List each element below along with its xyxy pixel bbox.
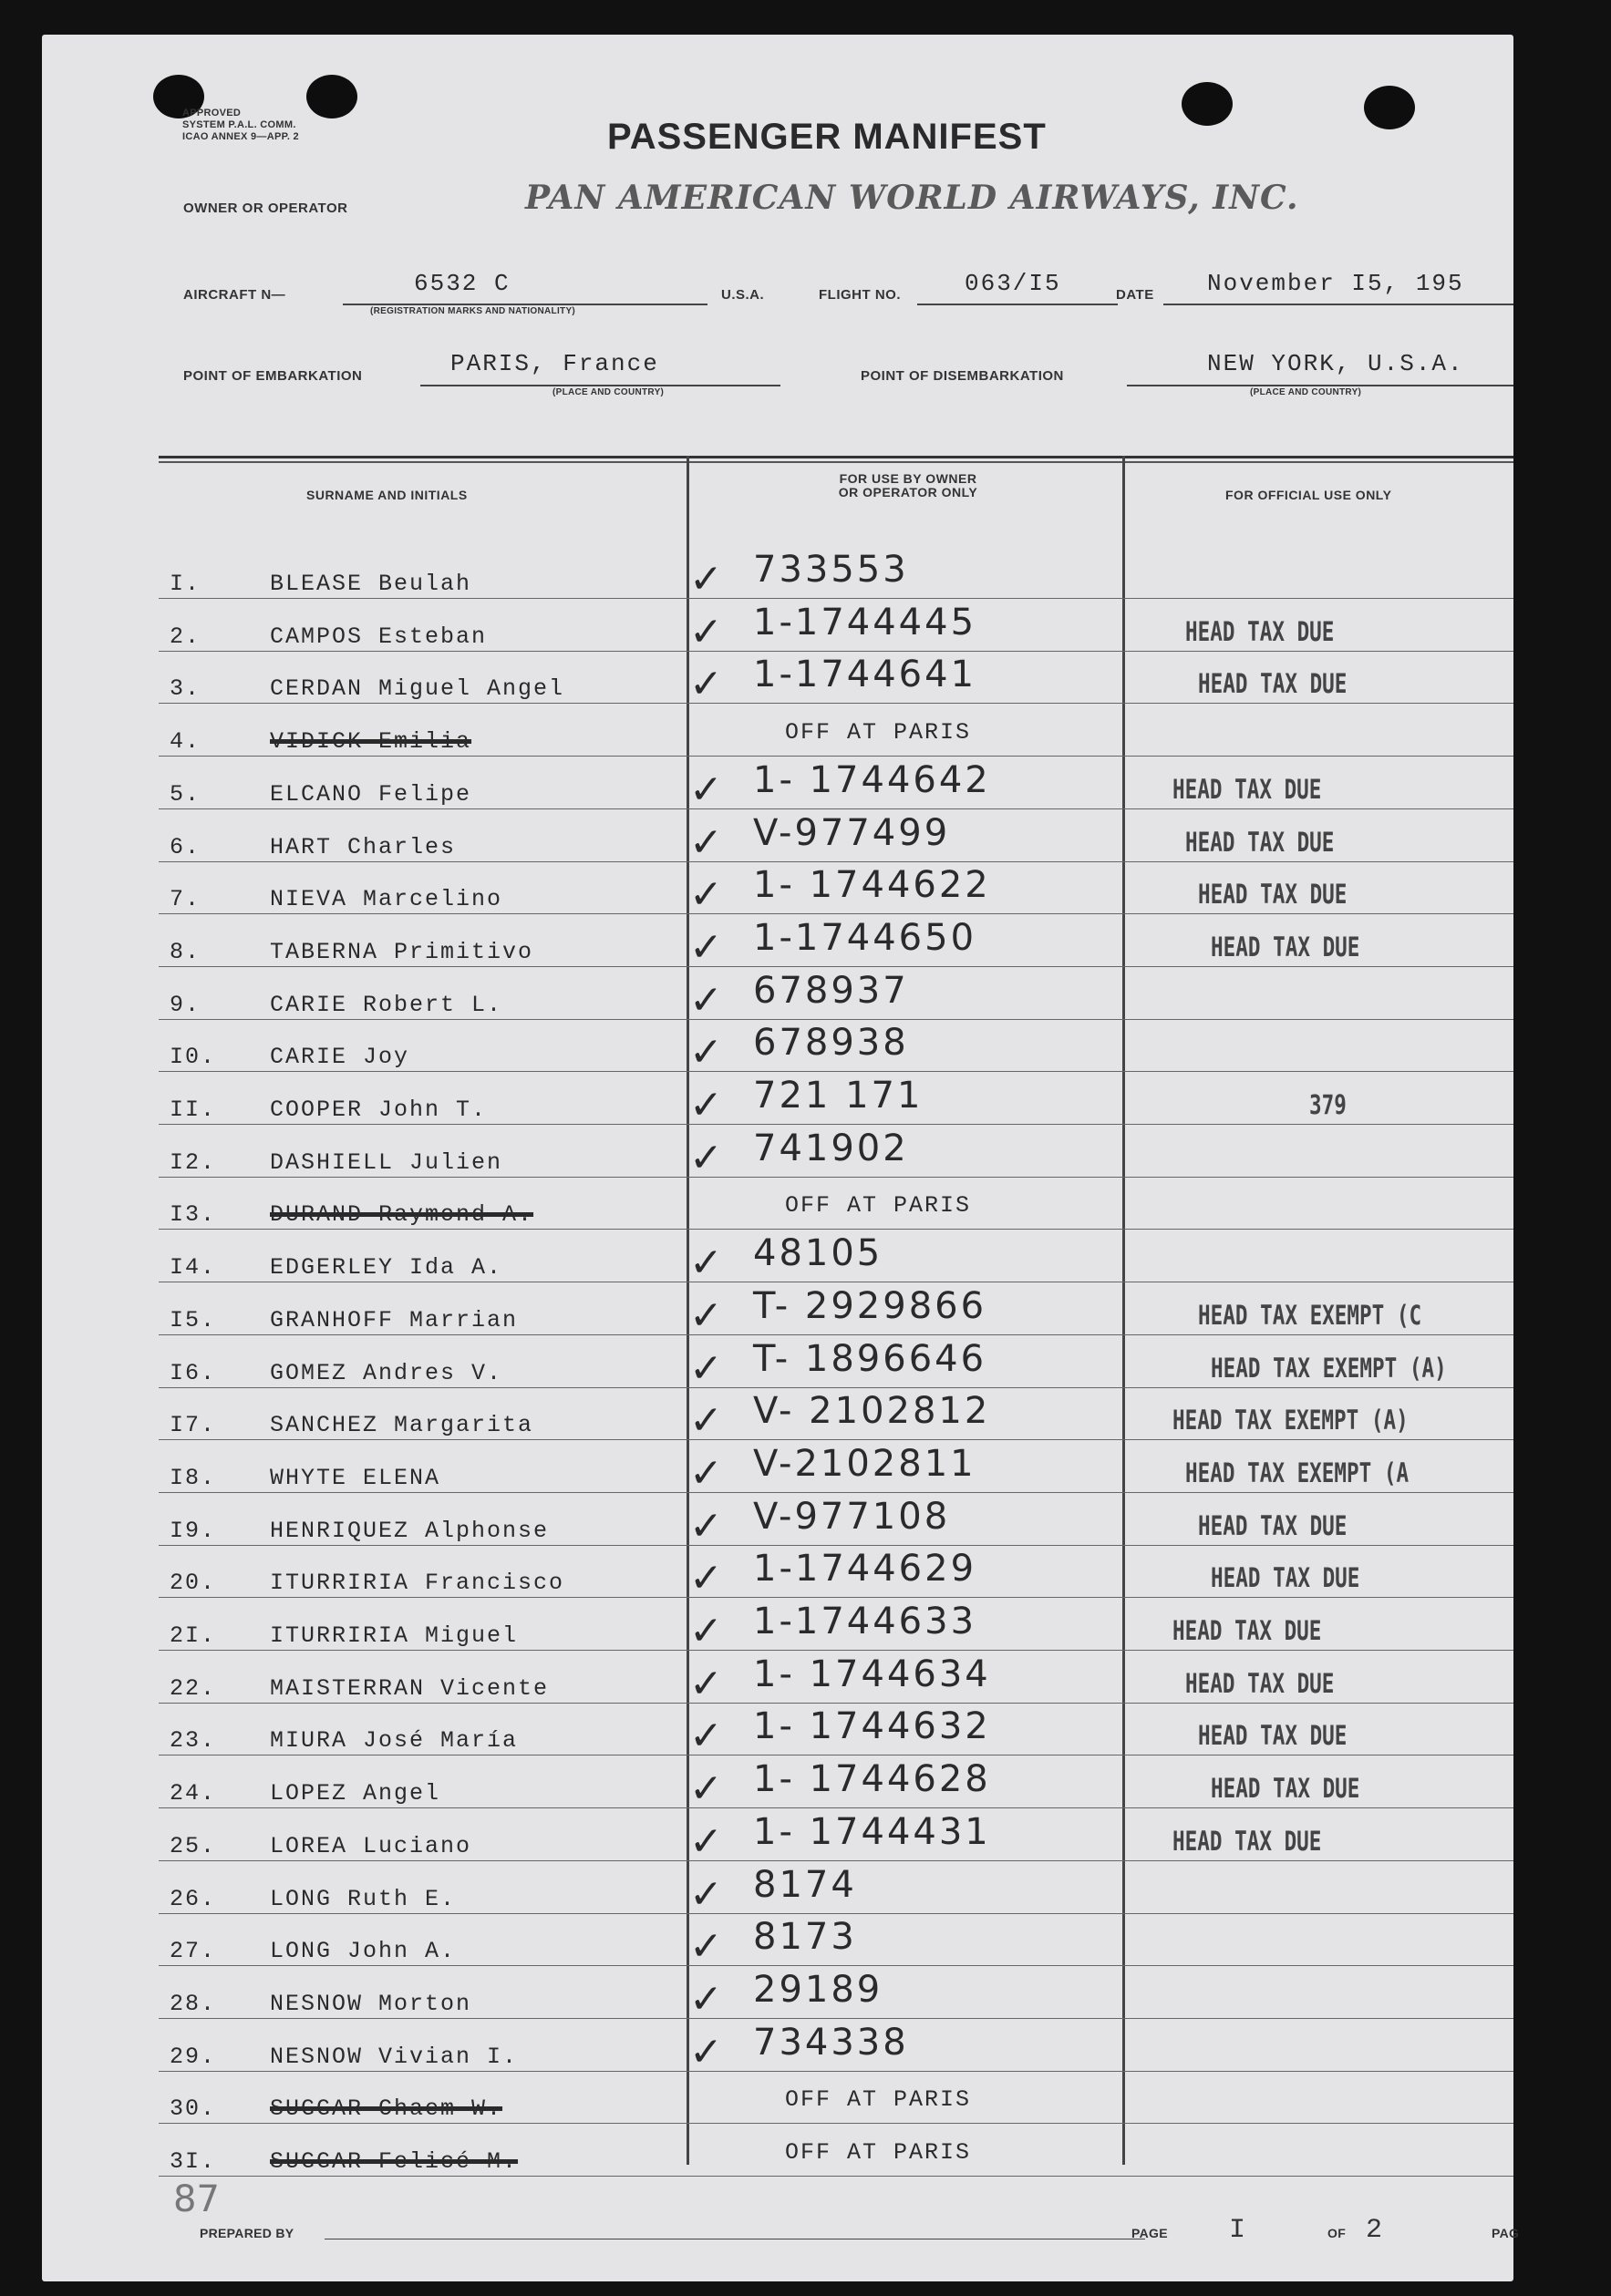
row-rule [159, 966, 1513, 967]
ticket-number: 1-1744650 [753, 917, 977, 959]
row-rule [159, 1387, 1513, 1388]
check-mark-icon: ✓ [689, 1923, 723, 1970]
official-stamp: HEAD TAX DUE [1211, 932, 1360, 963]
punch-hole [1364, 86, 1415, 129]
off-at-paris-note: OFF AT PARIS [785, 2139, 972, 2166]
passenger-name: CAMPOS Esteban [270, 623, 488, 650]
page-label-right: PAG [1492, 2226, 1520, 2240]
check-mark-icon: ✓ [689, 924, 723, 971]
official-stamp: 379 [1309, 1089, 1347, 1120]
row-rule [159, 1177, 1513, 1178]
row-number: I8. [170, 1465, 217, 1491]
row-number: I7. [170, 1412, 217, 1438]
official-stamp: HEAD TAX DUE [1172, 1615, 1322, 1646]
disembarkation-caption: (PLACE AND COUNTRY) [1250, 387, 1362, 397]
row-rule [159, 1334, 1513, 1335]
approval-note: APPROVED SYSTEM P.A.L. COMM. ICAO ANNEX 9—APP. 2 [182, 108, 299, 142]
row-rule [159, 2018, 1513, 2019]
check-mark-icon: ✓ [689, 767, 723, 813]
passenger-name: LONG John A. [270, 1938, 457, 1964]
row-number: 9. [170, 992, 201, 1018]
row-rule [159, 1860, 1513, 1861]
official-stamp: HEAD TAX EXEMPT (A [1185, 1457, 1410, 1488]
row-number: I2. [170, 1149, 217, 1176]
ticket-number: 734338 [753, 2022, 909, 2064]
row-number: 2I. [170, 1622, 217, 1649]
ticket-number: 733553 [753, 549, 909, 591]
official-stamp: HEAD TAX DUE [1172, 774, 1322, 805]
passenger-name: GRANHOFF Marrian [270, 1307, 519, 1333]
row-rule [159, 1597, 1513, 1598]
row-number: 28. [170, 1991, 217, 2017]
ticket-number: 48105 [753, 1232, 883, 1274]
disembarkation-label: POINT OF DISEMBARKATION [861, 368, 1064, 384]
passenger-name: DURAND Raymond A. [270, 1201, 534, 1228]
passenger-name: VIDICK Emilia [270, 728, 472, 755]
row-number: 6. [170, 834, 201, 860]
row-number: 23. [170, 1727, 217, 1754]
ticket-number: 29189 [753, 1969, 883, 2011]
row-number: 22. [170, 1675, 217, 1702]
passenger-name: ELCANO Felipe [270, 781, 472, 808]
passenger-name: SANCHEZ Margarita [270, 1412, 534, 1438]
row-rule [159, 1439, 1513, 1440]
ticket-number: 741902 [753, 1127, 909, 1169]
passenger-name: WHYTE ELENA [270, 1465, 441, 1491]
col-header-official: FOR OFFICIAL USE ONLY [1225, 488, 1392, 502]
row-rule [159, 1545, 1513, 1546]
check-mark-icon: ✓ [689, 1555, 723, 1601]
check-mark-icon: ✓ [689, 1450, 723, 1497]
passenger-name: LOPEZ Angel [270, 1780, 441, 1807]
row-number: 25. [170, 1833, 217, 1859]
row-rule [159, 1703, 1513, 1704]
check-mark-icon: ✓ [689, 1240, 723, 1286]
check-mark-icon: ✓ [689, 1135, 723, 1181]
page-count-note: 87 [173, 2178, 220, 2220]
check-mark-icon: ✓ [689, 1871, 723, 1918]
ticket-number: V-2102811 [753, 1443, 976, 1485]
country-label: U.S.A. [721, 287, 765, 303]
row-number: 8. [170, 939, 201, 965]
ticket-number: 1- 1744642 [753, 759, 991, 801]
passenger-name: LOREA Luciano [270, 1833, 472, 1859]
official-stamp: HEAD TAX DUE [1172, 1826, 1322, 1857]
check-mark-icon: ✓ [689, 1661, 723, 1707]
passenger-name: LONG Ruth E. [270, 1886, 457, 1912]
registration-caption: (REGISTRATION MARKS AND NATIONALITY) [370, 306, 576, 316]
aircraft-registration: 6532 C [414, 270, 511, 297]
row-number: 27. [170, 1938, 217, 1964]
prepared-by-label: PREPARED BY [200, 2226, 294, 2240]
check-mark-icon: ✓ [689, 1976, 723, 2023]
ticket-number: 721 171 [753, 1075, 924, 1117]
check-mark-icon: ✓ [689, 1345, 723, 1392]
check-mark-icon: ✓ [689, 556, 723, 602]
check-mark-icon: ✓ [689, 819, 723, 866]
column-divider [1122, 456, 1125, 2165]
flight-date: November I5, 195 [1207, 270, 1464, 297]
ticket-number: V-977108 [753, 1496, 951, 1538]
passenger-name: MAISTERRAN Vicente [270, 1675, 550, 1702]
ticket-number: 8174 [753, 1864, 857, 1906]
official-stamp: HEAD TAX DUE [1198, 879, 1348, 910]
official-stamp: HEAD TAX DUE [1211, 1773, 1360, 1804]
off-at-paris-note: OFF AT PARIS [785, 719, 972, 746]
of-label: OF [1327, 2226, 1347, 2240]
check-mark-icon: ✓ [689, 2029, 723, 2075]
operator-name: PAN AMERICAN WORLD AIRWAYS, INC. [525, 179, 1299, 217]
flight-number: 063/I5 [965, 270, 1061, 297]
official-stamp: HEAD TAX DUE [1185, 827, 1335, 858]
row-rule [159, 808, 1513, 809]
form-title: PASSENGER MANIFEST [607, 117, 1047, 157]
row-number: I0. [170, 1044, 217, 1070]
row-number: I. [170, 571, 201, 597]
row-number: I5. [170, 1307, 217, 1333]
embarkation-label: POINT OF EMBARKATION [183, 368, 363, 384]
row-number: I4. [170, 1254, 217, 1281]
col-header-surname: SURNAME AND INITIALS [306, 488, 468, 502]
check-mark-icon: ✓ [689, 1082, 723, 1128]
row-number: 20. [170, 1570, 217, 1596]
ticket-number: 1- 1744632 [753, 1705, 991, 1747]
ticket-number: T- 1896646 [753, 1338, 987, 1380]
row-rule [159, 1124, 1513, 1125]
passenger-name: ITURRIRIA Francisco [270, 1570, 565, 1596]
disembarkation-place: NEW YORK, U.S.A. [1207, 350, 1464, 377]
passenger-name: NESNOW Vivian I. [270, 2044, 519, 2070]
punch-hole [306, 75, 357, 118]
row-number: 5. [170, 781, 201, 808]
check-mark-icon: ✓ [689, 1818, 723, 1865]
row-rule [159, 651, 1513, 652]
row-number: 3. [170, 675, 201, 702]
official-stamp: HEAD TAX DUE [1198, 668, 1348, 699]
ticket-number: 1- 1744634 [753, 1653, 991, 1695]
row-rule [159, 1807, 1513, 1808]
passenger-name: TABERNA Primitivo [270, 939, 534, 965]
col-header-owner: FOR USE BY OWNER OR OPERATOR ONLY [838, 471, 978, 499]
row-rule [159, 2176, 1513, 2177]
passenger-name: CARIE Robert L. [270, 992, 503, 1018]
aircraft-label: AIRCRAFT N— [183, 287, 286, 303]
ticket-number: 1-1744629 [753, 1548, 977, 1590]
row-number: 7. [170, 886, 201, 912]
row-number: II. [170, 1097, 217, 1123]
ticket-number: V-977499 [753, 812, 951, 854]
official-stamp: HEAD TAX EXEMPT (A) [1211, 1353, 1447, 1384]
row-rule [159, 756, 1513, 757]
row-rule [159, 1650, 1513, 1651]
passenger-name: COOPER John T. [270, 1097, 488, 1123]
ticket-number: 1- 1744431 [753, 1811, 991, 1853]
total-pages: 2 [1366, 2215, 1383, 2246]
check-mark-icon: ✓ [689, 1766, 723, 1812]
row-number: 3I. [170, 2148, 217, 2175]
date-label: DATE [1116, 287, 1154, 303]
ticket-number: 1-1744445 [753, 602, 977, 643]
ticket-number: T- 2929866 [753, 1285, 987, 1327]
row-rule [159, 861, 1513, 862]
off-at-paris-note: OFF AT PARIS [785, 1192, 972, 1219]
ticket-number: 1- 1744628 [753, 1758, 991, 1800]
embarkation-caption: (PLACE AND COUNTRY) [552, 387, 665, 397]
row-rule [159, 1965, 1513, 1966]
passenger-name: BLEASE Beulah [270, 571, 472, 597]
row-rule [159, 598, 1513, 599]
official-stamp: HEAD TAX DUE [1211, 1562, 1360, 1593]
ticket-number: 8173 [753, 1916, 857, 1958]
manifest-page [42, 35, 1520, 2281]
owner-operator-label: OWNER OR OPERATOR [183, 201, 348, 216]
check-mark-icon: ✓ [689, 871, 723, 918]
row-number: 2. [170, 623, 201, 650]
passenger-name: NIEVA Marcelino [270, 886, 503, 912]
row-number: I9. [170, 1518, 217, 1544]
check-mark-icon: ✓ [689, 1029, 723, 1076]
table-top-rule [159, 456, 1513, 458]
row-rule [159, 1071, 1513, 1072]
official-stamp: HEAD TAX EXEMPT (C [1198, 1300, 1422, 1331]
passenger-name: CARIE Joy [270, 1044, 410, 1070]
page-number: I [1229, 2215, 1246, 2246]
row-number: I6. [170, 1360, 217, 1386]
punch-hole [1182, 82, 1233, 126]
row-rule [159, 1019, 1513, 1020]
flight-no-label: FLIGHT NO. [819, 287, 901, 303]
passenger-name: HENRIQUEZ Alphonse [270, 1518, 550, 1544]
official-stamp: HEAD TAX DUE [1185, 616, 1335, 647]
row-number: 30. [170, 2095, 217, 2122]
passenger-name: DASHIELL Julien [270, 1149, 503, 1176]
official-stamp: HEAD TAX DUE [1198, 1720, 1348, 1751]
row-rule [159, 703, 1513, 704]
check-mark-icon: ✓ [689, 1713, 723, 1759]
passenger-name: SUGGAR Chaem W. [270, 2095, 503, 2122]
row-number: 26. [170, 1886, 217, 1912]
passenger-name: NESNOW Morton [270, 1991, 472, 2017]
passenger-name: MIURA José María [270, 1727, 519, 1754]
row-number: 29. [170, 2044, 217, 2070]
row-rule [159, 2071, 1513, 2072]
official-stamp: HEAD TAX DUE [1198, 1510, 1348, 1541]
ticket-number: 1-1744633 [753, 1601, 977, 1642]
passenger-name: SUGGAR Felicé M. [270, 2148, 519, 2175]
check-mark-icon: ✓ [689, 977, 723, 1024]
row-rule [159, 2123, 1513, 2124]
ticket-number: 678938 [753, 1022, 909, 1064]
passenger-name: EDGERLEY Ida A. [270, 1254, 503, 1281]
row-rule [159, 1229, 1513, 1230]
check-mark-icon: ✓ [689, 661, 723, 707]
row-rule [159, 1492, 1513, 1493]
ticket-number: 1- 1744622 [753, 864, 991, 906]
embarkation-place: PARIS, France [450, 350, 659, 377]
check-mark-icon: ✓ [689, 1503, 723, 1550]
check-mark-icon: ✓ [689, 609, 723, 655]
check-mark-icon: ✓ [689, 1397, 723, 1444]
passenger-name: HART Charles [270, 834, 457, 860]
ticket-number: V- 2102812 [753, 1390, 991, 1432]
passenger-name: GOMEZ Andres V. [270, 1360, 503, 1386]
ticket-number: 678937 [753, 970, 909, 1012]
page-label: PAGE [1131, 2226, 1168, 2240]
row-number: 24. [170, 1780, 217, 1807]
official-stamp: HEAD TAX DUE [1185, 1668, 1335, 1699]
row-rule [159, 913, 1513, 914]
row-rule [159, 1913, 1513, 1914]
official-stamp: HEAD TAX EXEMPT (A) [1172, 1405, 1409, 1436]
row-number: 4. [170, 728, 201, 755]
passenger-name: ITURRIRIA Miguel [270, 1622, 519, 1649]
row-number: I3. [170, 1201, 217, 1228]
off-at-paris-note: OFF AT PARIS [785, 2086, 972, 2113]
check-mark-icon: ✓ [689, 1608, 723, 1654]
ticket-number: 1-1744641 [753, 654, 977, 695]
check-mark-icon: ✓ [689, 1292, 723, 1339]
passenger-name: CERDAN Miguel Angel [270, 675, 565, 702]
